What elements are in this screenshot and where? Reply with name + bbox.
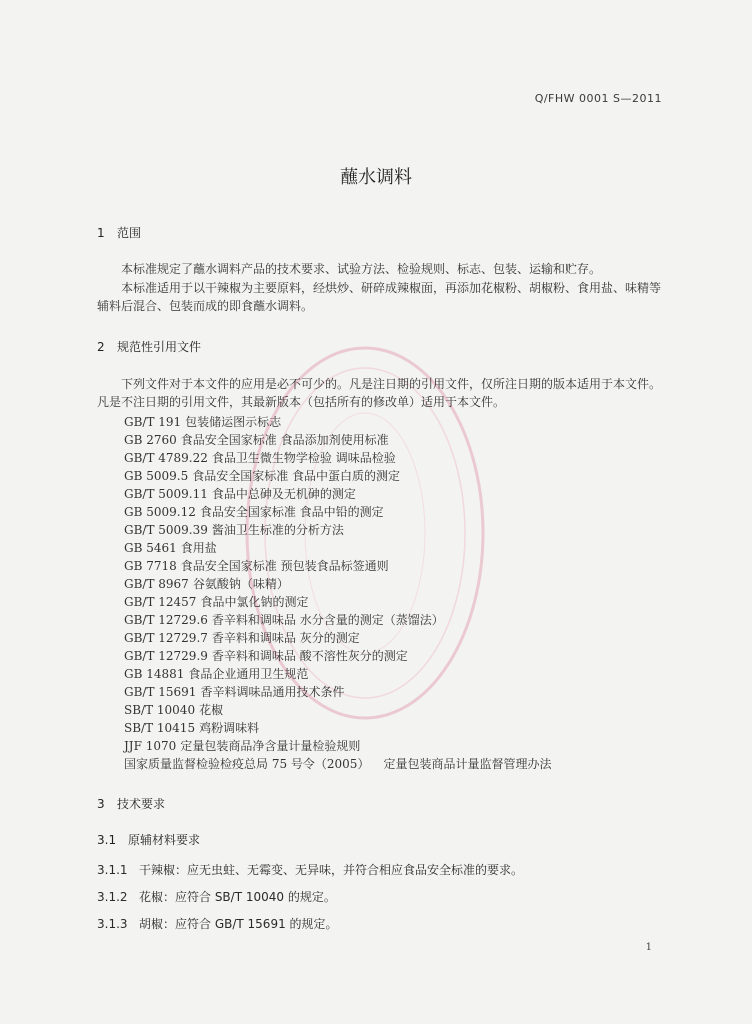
reference-item: GB/T 8967 谷氨酸钠（味精） <box>124 577 289 591</box>
document-title: 蘸水调料 <box>340 167 412 188</box>
reference-item: GB/T 15691 香辛料调味品通用技术条件 <box>124 685 345 699</box>
reference-item: JJF 1070 定量包装商品净含量计量检验规则 <box>124 739 361 753</box>
references-intro-paragraph: 下列文件对于本文件的应用是必不可少的。凡是注日期的引用文件，仅所注日期的版本适用于本文件。凡是不注日期的引用文件，其最新版本（包括所有的修改单）适用于本文件。 <box>97 377 662 409</box>
section-1-heading <box>97 224 141 241</box>
reference-item: GB 7718 食品安全国家标准 预包装食品标签通则 <box>124 559 389 573</box>
reference-item: GB 5461 食用盐 <box>124 541 217 555</box>
requirement-3-1-1: 3.1.1 干辣椒：应无虫蛀、无霉变、无异味，并符合相应食品安全标准的要求。 <box>97 863 524 877</box>
page-number: 1 <box>645 942 652 953</box>
reference-item: GB/T 5009.39 酱油卫生标准的分析方法 <box>124 523 344 537</box>
section-3-1-heading <box>97 831 200 848</box>
reference-item: GB/T 4789.22 食品卫生微生物学检验 调味品检验 <box>124 451 396 465</box>
scope-paragraph-1: 本标准规定了蘸水调料产品的技术要求、试验方法、检验规则、标志、包装、运输和贮存。 <box>121 262 602 276</box>
reference-item: GB/T 12457 食品中氯化钠的测定 <box>124 595 309 609</box>
requirement-3-1-2: 3.1.2 花椒：应符合 SB/T 10040 的规定。 <box>97 890 336 904</box>
section-title: 规范性引用文件 <box>117 340 202 354</box>
section-number: 3.1 <box>97 833 117 847</box>
reference-item: 国家质量监督检验检疫总局 75 号令（2005） 定量包装商品计量监督管理办法 <box>124 757 552 771</box>
reference-item: GB/T 5009.11 食品中总砷及无机砷的测定 <box>124 487 356 501</box>
reference-item: GB/T 12729.9 香辛料和调味品 酸不溶性灰分的测定 <box>124 649 408 663</box>
section-title: 原辅材料要求 <box>128 833 201 847</box>
reference-item: GB/T 191 包装储运图示标志 <box>124 415 282 429</box>
section-number: 1 <box>97 226 105 240</box>
section-number: 3 <box>97 797 105 811</box>
reference-item: GB 5009.5 食品安全国家标准 食品中蛋白质的测定 <box>124 469 401 483</box>
section-title: 范围 <box>117 226 142 240</box>
normative-references-list <box>124 413 551 773</box>
section-2-heading <box>97 338 201 355</box>
document-code: Q/FHW 0001 S—2011 <box>534 92 662 105</box>
reference-item: GB 5009.12 食品安全国家标准 食品中铅的测定 <box>124 505 384 519</box>
requirement-3-1-3: 3.1.3 胡椒：应符合 GB/T 15691 的规定。 <box>97 917 338 931</box>
section-title: 技术要求 <box>117 797 166 811</box>
reference-item: GB/T 12729.7 香辛料和调味品 灰分的测定 <box>124 631 360 645</box>
reference-item: SB/T 10415 鸡粉调味料 <box>124 721 260 735</box>
scope-paragraph-2: 本标准适用于以干辣椒为主要原料，经烘炒、研碎成辣椒面，再添加花椒粉、胡椒粉、食用盐、味精等辅料后混合、包装而成的即食蘸水调料。 <box>97 281 662 313</box>
reference-item: SB/T 10040 花椒 <box>124 703 224 717</box>
section-3-heading <box>97 795 165 812</box>
reference-item: GB 14881 食品企业通用卫生规范 <box>124 667 309 681</box>
reference-item: GB 2760 食品安全国家标准 食品添加剂使用标准 <box>124 433 389 447</box>
reference-item: GB/T 12729.6 香辛料和调味品 水分含量的测定（蒸馏法） <box>124 613 444 627</box>
section-number: 2 <box>97 340 105 354</box>
